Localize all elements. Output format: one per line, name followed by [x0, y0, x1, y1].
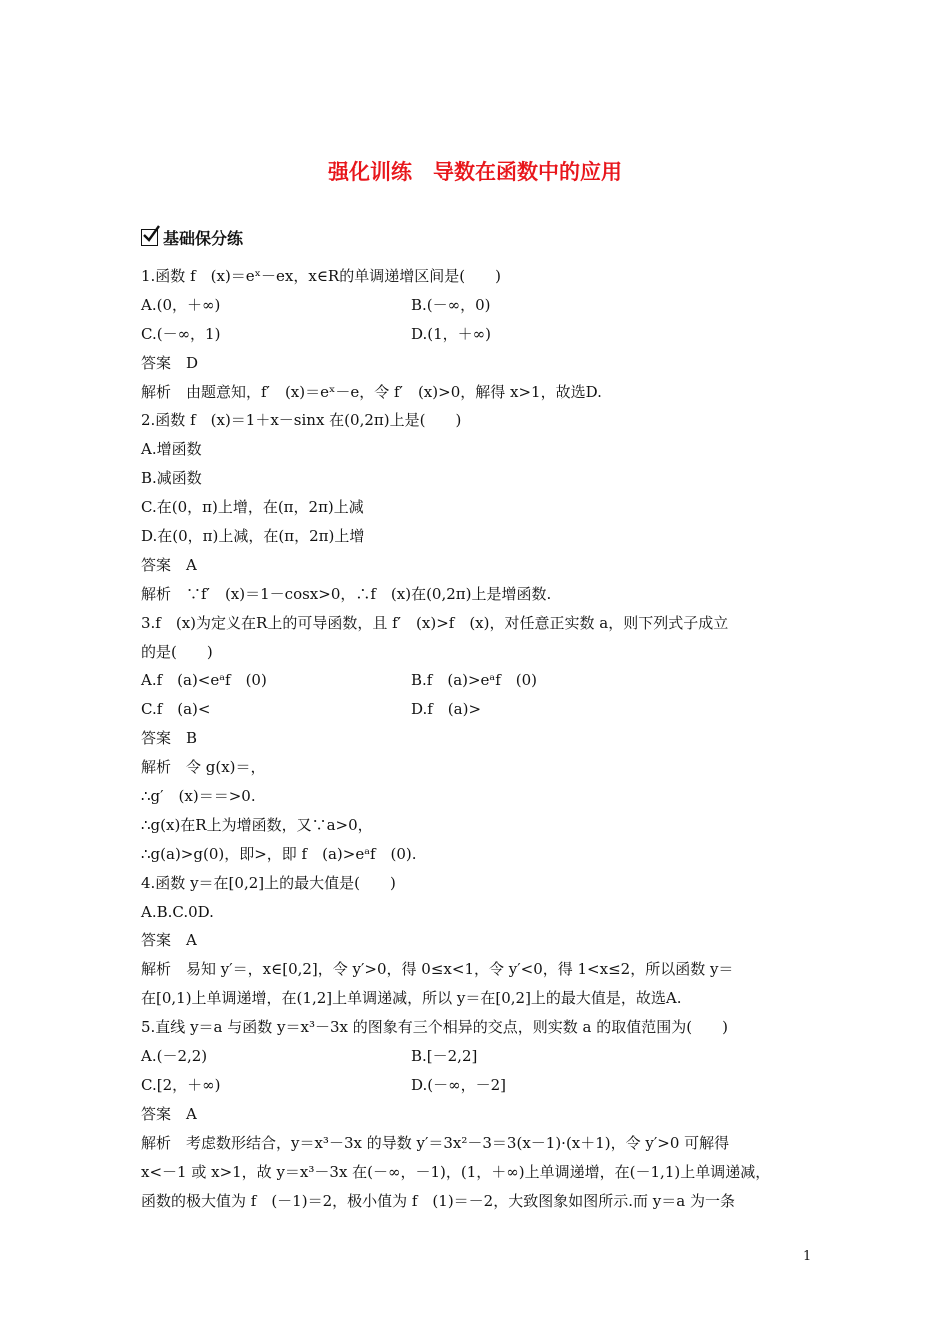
text-line — [141, 1013, 813, 1042]
text-segment: A.f (a)<eᵃf (0) — [141, 671, 267, 690]
text-line — [141, 406, 813, 435]
text-segment: A.(－2,2) — [141, 1047, 208, 1066]
text-line — [141, 493, 813, 522]
text-line — [141, 724, 813, 753]
text-segment: 答案 A — [141, 555, 197, 574]
text-line — [141, 1042, 813, 1071]
text-segment: 3.f (x)为定义在R上的可导函数，且 f′ (x)>f (x)，对任意正实数 a，则下列式子成立 — [141, 613, 729, 632]
text-line — [141, 1187, 813, 1216]
text-segment: A.(0，＋∞) — [141, 295, 221, 314]
text-line — [141, 609, 813, 638]
text-segment: 解析 易知 y′＝，x∈[0,2]，令 y′>0，得 0≤x<1，令 y′<0，得 1<x≤2，所以函数 y＝ — [141, 960, 734, 979]
text-segment: 函数的极大值为 f (－1)＝2，极小值为 f (1)＝－2，大致图象如图所示.而 y＝a 为一条 — [141, 1191, 735, 1210]
text-line — [141, 1071, 813, 1100]
text-segment: 答案 A — [141, 931, 197, 950]
option-right-column: D.(－∞，－2] — [411, 1075, 507, 1094]
text-segment: 5.直线 y＝a 与函数 y＝x³－3x 的图象有三个相异的交点，则实数 a 的取值范围为( ) — [141, 1018, 728, 1037]
document-body — [141, 262, 813, 1215]
text-segment: C.在(0，π)上增，在(π，2π)上减 — [141, 498, 364, 517]
text-line — [141, 320, 813, 349]
text-segment: A.B.C.0D. — [141, 902, 214, 921]
text-segment: 答案 A — [141, 1104, 197, 1123]
text-line — [141, 435, 813, 464]
text-line — [141, 840, 813, 869]
text-line — [141, 378, 813, 407]
text-line — [141, 1158, 813, 1187]
text-segment: ∴g(x)在R上为增函数，又∵a>0， — [141, 815, 373, 834]
option-right-column: D.(1，＋∞) — [411, 324, 492, 343]
text-line — [141, 551, 813, 580]
text-line — [141, 695, 813, 724]
text-segment: 1.函数 f (x)＝eˣ－ex，x∈R的单调递增区间是( ) — [141, 267, 501, 285]
text-line — [141, 984, 813, 1013]
text-line — [141, 1129, 813, 1158]
text-line — [141, 580, 813, 609]
text-segment: D.在(0，π)上减，在(π，2π)上增 — [141, 527, 365, 546]
text-segment: 解析 由题意知，f′ (x)＝eˣ－e，令 f′ (x)>0，解得 x>1，故选D. — [141, 382, 602, 401]
text-line — [141, 522, 813, 551]
text-line — [141, 291, 813, 320]
option-right-column: B.[－2,2] — [411, 1047, 478, 1066]
text-line — [141, 638, 813, 667]
text-line — [141, 349, 813, 378]
checkmark-icon — [141, 229, 158, 246]
text-segment: 解析 考虑数形结合，y＝x³－3x 的导数 y′＝3x²－3＝3(x－1)·(x＋1)，令 y′>0 可解得 — [141, 1133, 730, 1152]
text-line — [141, 782, 813, 811]
option-right-column: D.f (a)> — [411, 700, 482, 719]
option-right-column: B.f (a)>eᵃf (0) — [411, 671, 538, 690]
text-line — [141, 1100, 813, 1129]
text-segment: 在[0,1)上单调递增，在(1,2]上单调递减，所以 y＝在[0,2]上的最大值是，故选A. — [141, 989, 682, 1008]
text-segment: ∴g′ (x)＝＝>0. — [141, 787, 256, 806]
text-line — [141, 869, 813, 898]
page-title: 强化训练 导数在函数中的应用 — [328, 160, 622, 184]
text-segment: x<－1 或 x>1，故 y＝x³－3x 在(－∞，－1)，(1，＋∞)上单调递增，在(－1,1)上单调递减， — [141, 1162, 771, 1181]
text-line — [141, 811, 813, 840]
text-segment: 答案 D — [141, 353, 199, 372]
text-segment: C.f (a)< — [141, 700, 211, 719]
text-segment: A.增函数 — [141, 440, 202, 459]
text-segment: C.(－∞，1) — [141, 324, 221, 343]
text-line — [141, 898, 813, 927]
text-segment: 解析 令 g(x)＝， — [141, 758, 266, 777]
text-segment: 解析 ∵f′ (x)＝1－cosx>0，∴f (x)在(0,2π)上是增函数. — [141, 584, 552, 603]
text-line — [141, 262, 813, 291]
text-segment: 4.函数 y＝在[0,2]上的最大值是( ) — [141, 873, 396, 892]
page-number: 1 — [803, 1249, 812, 1264]
text-line — [141, 753, 813, 782]
text-segment: 2.函数 f (x)＝1＋x－sinx 在(0,2π)上是( ) — [141, 411, 462, 430]
text-segment: 答案 B — [141, 729, 198, 748]
section-heading — [141, 226, 243, 249]
option-right-column: B.(－∞，0) — [411, 295, 491, 314]
text-line — [141, 464, 813, 493]
text-segment: ∴g(a)>g(0)，即>，即 f (a)>eᵃf (0). — [141, 844, 417, 863]
text-line — [141, 666, 813, 695]
text-segment: C.[2，＋∞) — [141, 1075, 221, 1094]
text-segment: B.减函数 — [141, 469, 202, 488]
text-segment: 的是( ) — [141, 642, 213, 661]
section-heading-label: 基础保分练 — [163, 229, 244, 248]
text-line — [141, 926, 813, 955]
text-line — [141, 955, 813, 984]
